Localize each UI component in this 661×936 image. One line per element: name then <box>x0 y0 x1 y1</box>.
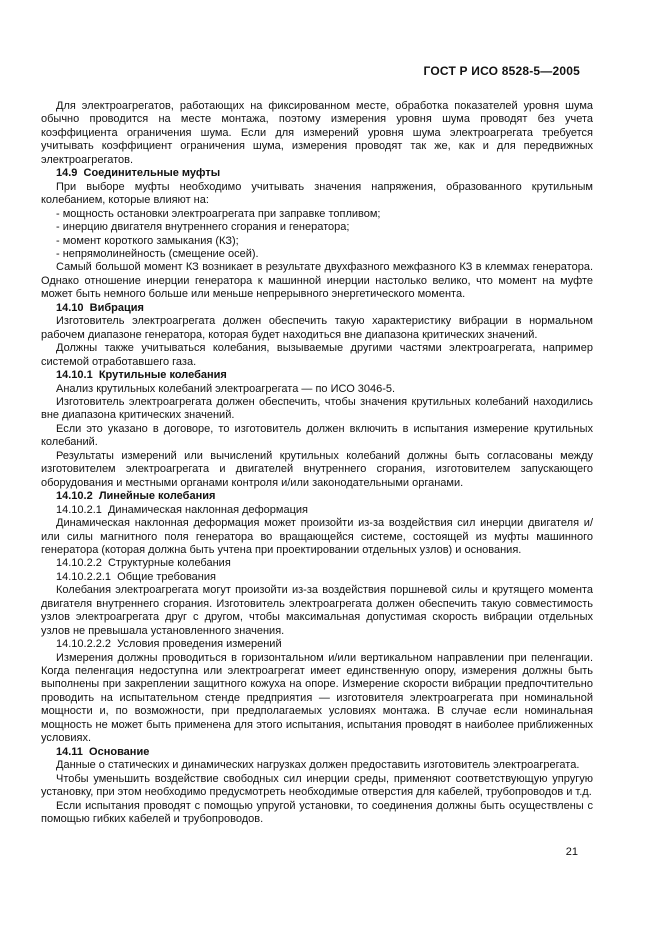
subsection-heading: 14.10.2.2.2 Условия проведения измерений <box>56 638 282 651</box>
document-designation: ГОСТ Р ИСО 8528-5—2005 <box>423 64 580 78</box>
document-body <box>41 100 593 826</box>
section-heading: 14.10.1 Крутильные колебания <box>56 369 227 382</box>
subsection-heading: 14.10.2.2.1 Общие требования <box>56 570 216 583</box>
paragraph: Самый большой момент КЗ возникает в результате двухфазного межфазного КЗ в клеммах генератора. Однако отношение инерции генератора к машинной инерции настолько велико, что момент на муфте может быть немного больше или меньше непрерывного энергетического момента. <box>41 261 593 301</box>
section-heading: 14.10.2 Линейные колебания <box>56 490 216 503</box>
paragraph: При выборе муфты необходимо учитывать значения напряжения, образованного крутильным колебанием, которые влияют на: <box>41 180 593 207</box>
paragraph: Результаты измерений или вычислений крутильных колебаний должны быть согласованы между изготовителем электроагрегата и двигателей внутреннего сгорания, изготовителем запускающего оборудования и местными органами контроля и/или законодательными органами. <box>41 449 593 489</box>
paragraph: Анализ крутильных колебаний электроагрегата — по ИСО 3046-5. <box>56 382 396 395</box>
paragraph: Чтобы уменьшить воздействие свободных сил инерции среды, применяют соответствующую упругую установку, при этом необходимо предусмотреть необходимые отверстия для кабелей, трубопроводов и т.д. <box>41 772 593 799</box>
paragraph: Для электроагрегатов, работающих на фиксированном месте, обработка показателей уровня шума обычно проводится на месте монтажа, поэтому измерения уровня шума проводят без учета коэффициента ограничения шума. Если для измерений уровня шума электроагрегата требуется учитывать коэффициент ограничения шума, измерения проводят так же, как и для передвижных электроагрегатов. <box>41 100 593 166</box>
section-heading: 14.9 Соединительные муфты <box>56 167 221 180</box>
paragraph: Должны также учитываться колебания, вызываемые другими частями электроагрегата, например системой отработавшего газа. <box>41 342 593 368</box>
paragraph: Изготовитель электроагрегата должен обеспечить, чтобы значения крутильных колебаний находились вне диапазона критических значений. <box>41 395 593 422</box>
paragraph: Динамическая наклонная деформация может произойти из-за воздействия сил инерции двигателя и/или силы магнитного поля генератора во вращающейся системе, состоящей из муфты машинного генератора (которая должна быть учтена при проектировании отдельных узлов) и основания. <box>41 517 593 556</box>
list-item: - мощность остановки электроагрегата при заправке топливом; <box>56 207 381 220</box>
list-item: - инерцию двигателя внутреннего сгорания и генератора; <box>56 221 350 234</box>
list-item: - непрямолинейность (смещение осей). <box>56 247 259 260</box>
paragraph: Измерения должны проводиться в горизонтальном и/или вертикальном направлении при пеленгации. Когда пеленгация недоступна или электроагрегат имеет единственную опору, измерения должны быть выполнены при закреплении защитного кожуха на опоре. Измерение скорости вибрации предпочтительно проводить на испытательном стенде предприятия — изготовителя электроагрегата при номинальной мощности и, по возможности, при предполагаемых условиях монтажа. В случае если номинальная мощность не может быть применена для этого испытания, испытания проводят в наиболее приближенных условиях. <box>41 651 593 745</box>
subsection-heading: 14.10.2.2 Структурные колебания <box>56 557 231 570</box>
section-heading: 14.11 Основание <box>56 745 150 758</box>
subsection-heading: 14.10.2.1 Динамическая наклонная деформация <box>56 503 308 516</box>
paragraph: Если испытания проводят с помощью упругой установки, то соединения должны быть осуществлены с помощью гибких кабелей и трубопроводов. <box>41 799 593 826</box>
page-number: 21 <box>565 846 578 858</box>
section-heading: 14.10 Вибрация <box>56 301 144 314</box>
paragraph: Если это указано в договоре, то изготовитель должен включить в испытания измерение крутильных колебаний. <box>41 422 593 449</box>
paragraph: Изготовитель электроагрегата должен обеспечить такую характеристику вибрации в нормальном рабочем диапазоне генератора, которая будет находиться вне диапазона критических значений. <box>41 315 593 341</box>
list-item: - момент короткого замыкания (КЗ); <box>56 234 239 247</box>
paragraph: Данные о статических и динамических нагрузках должен предоставить изготовитель электроагрегата. <box>56 759 580 772</box>
paragraph: Колебания электроагрегата могут произойти из-за воздействия поршневой силы и крутящего момента двигателя внутреннего сгорания. Изготовитель электроагрегата должен обеспечить такую совместимость узлов электроагрегата друг с другом, чтобы максимальная допустимая скорость вибрации отдельных узлов не превышала установленного значения. <box>41 584 593 637</box>
